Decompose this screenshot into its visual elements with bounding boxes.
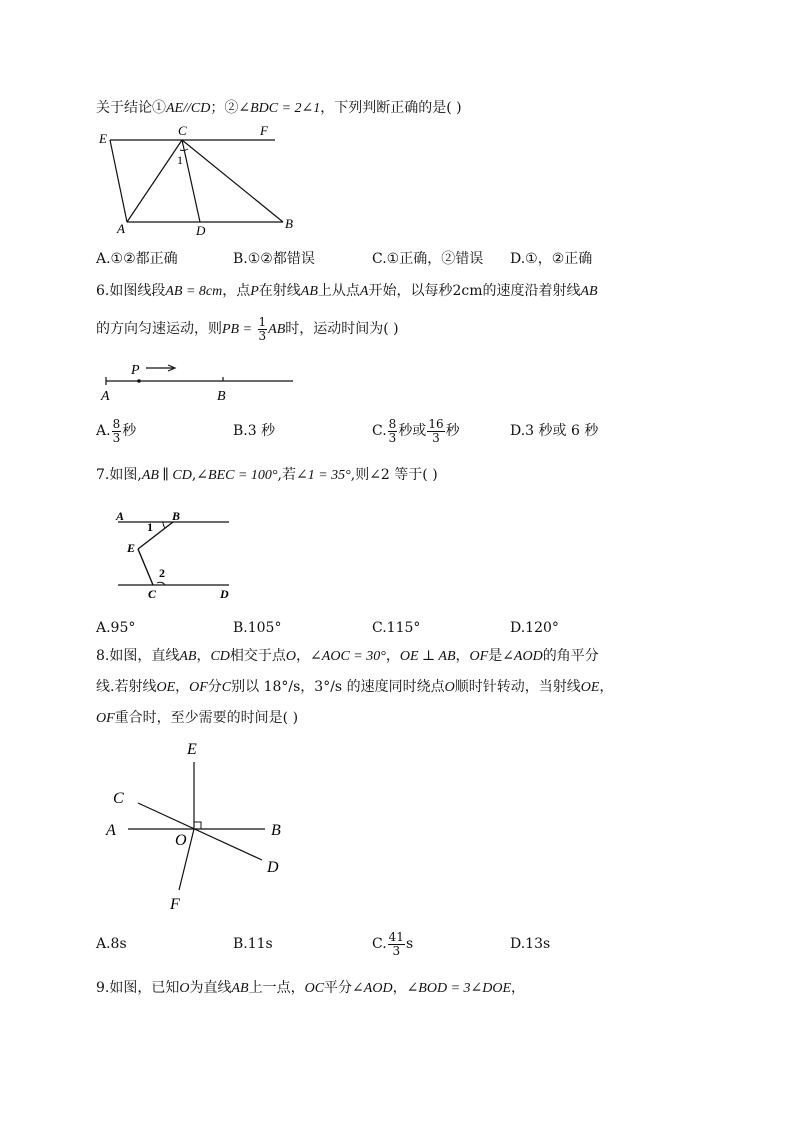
- q5-option-b[interactable]: B.①②都错误: [233, 251, 315, 267]
- label-a: A: [106, 822, 116, 839]
- label-1: 1: [147, 520, 153, 534]
- q8-option-a[interactable]: A.8s: [96, 936, 127, 952]
- label-e: E: [127, 541, 136, 555]
- label-a: A: [101, 389, 110, 404]
- label-d: D: [196, 223, 206, 238]
- label-d: D: [267, 859, 279, 876]
- q8-option-b[interactable]: B.11s: [233, 936, 273, 952]
- label-b: B: [271, 822, 281, 839]
- q6-figure: [96, 358, 306, 404]
- label-c: C: [113, 790, 124, 807]
- line-be: [138, 522, 173, 549]
- q6-stem-line1: 6.如图线段AB = 8cm，点P在射线AB上从点A开始，以每秒2cm的速度沿着射线AB: [96, 283, 598, 299]
- angle-1-arc: [163, 522, 165, 528]
- q5-option-a[interactable]: A.①②都正确: [96, 251, 178, 267]
- right-angle-mark: [194, 822, 201, 829]
- q5-figure: [90, 120, 310, 240]
- q5-option-c[interactable]: C.①正确，②错误: [372, 251, 484, 267]
- q7-figure: [105, 500, 240, 605]
- label-c: C: [148, 587, 157, 601]
- q6-option-b[interactable]: B.3 秒: [233, 423, 276, 439]
- label-b: B: [217, 389, 226, 404]
- q5-stem: 关于结论①AE//CD；②∠BDC = 2∠1，下列判断正确的是( ): [96, 100, 462, 116]
- line-ca: [127, 140, 182, 222]
- q7-stem: 7.如图,AB ∥ CD,∠BEC = 100°,若∠1 = 35°,则∠2 等于( ): [96, 467, 438, 483]
- label-1: 1: [177, 153, 183, 167]
- q7-option-d[interactable]: D.120°: [510, 620, 559, 636]
- line-ec: [138, 549, 153, 585]
- label-p: P: [131, 363, 140, 378]
- q6-option-c[interactable]: C. $\frac{8}{3}$ 秒或 $\frac{16}{3}$ 秒: [372, 416, 460, 445]
- q6-stem-line2: 的方向匀速运动，则PB = $\frac{1}{3}$ AB时，运动时间为( ): [96, 314, 399, 343]
- q8-option-d[interactable]: D.13s: [510, 936, 551, 952]
- q7-option-a[interactable]: A.95°: [96, 620, 136, 636]
- label-2: 2: [159, 566, 165, 580]
- label-e: E: [187, 741, 197, 758]
- label-b: B: [172, 509, 181, 523]
- label-b: B: [285, 216, 293, 231]
- q8-figure: [100, 735, 300, 915]
- line-cd: [138, 803, 262, 860]
- label-c: C: [178, 123, 187, 138]
- q6-option-a[interactable]: A. $\frac{8}{3}$ 秒: [96, 416, 137, 445]
- label-d: D: [220, 587, 229, 601]
- point-p: [137, 379, 141, 383]
- label-f: F: [260, 123, 268, 138]
- label-e: E: [99, 131, 107, 146]
- fraction-one-third: $\frac{1}{3}$: [258, 314, 267, 343]
- label-a: A: [116, 509, 125, 523]
- q7-option-c[interactable]: C.115°: [372, 620, 421, 636]
- label-a: A: [117, 221, 125, 236]
- q8-option-c[interactable]: C. $\frac{41}{3}$ s: [372, 929, 414, 958]
- label-f: F: [170, 896, 180, 913]
- q8-stem-line2: 线.若射线OE，OF分C别以 18°/s，3°/s 的速度同时绕点O顺时针转动，当射线OE，: [96, 679, 614, 695]
- line-ea: [110, 140, 127, 222]
- q7-option-b[interactable]: B.105°: [233, 620, 282, 636]
- label-o: O: [175, 832, 187, 849]
- q8-stem-line1: 8.如图，直线AB，CD相交于点O，∠AOC = 30°，OE ⊥ AB，OF是∠AOD的角平分: [96, 648, 599, 664]
- q5-option-d[interactable]: D.①，②正确: [510, 251, 593, 267]
- q6-option-d[interactable]: D.3 秒或 6 秒: [510, 423, 599, 439]
- q9-stem: 9.如图，已知O为直线AB上一点，OC平分∠AOD，∠BOD = 3∠DOE，: [96, 980, 526, 996]
- q8-stem-line3: OF重合时，至少需要的时间是( ): [96, 710, 299, 726]
